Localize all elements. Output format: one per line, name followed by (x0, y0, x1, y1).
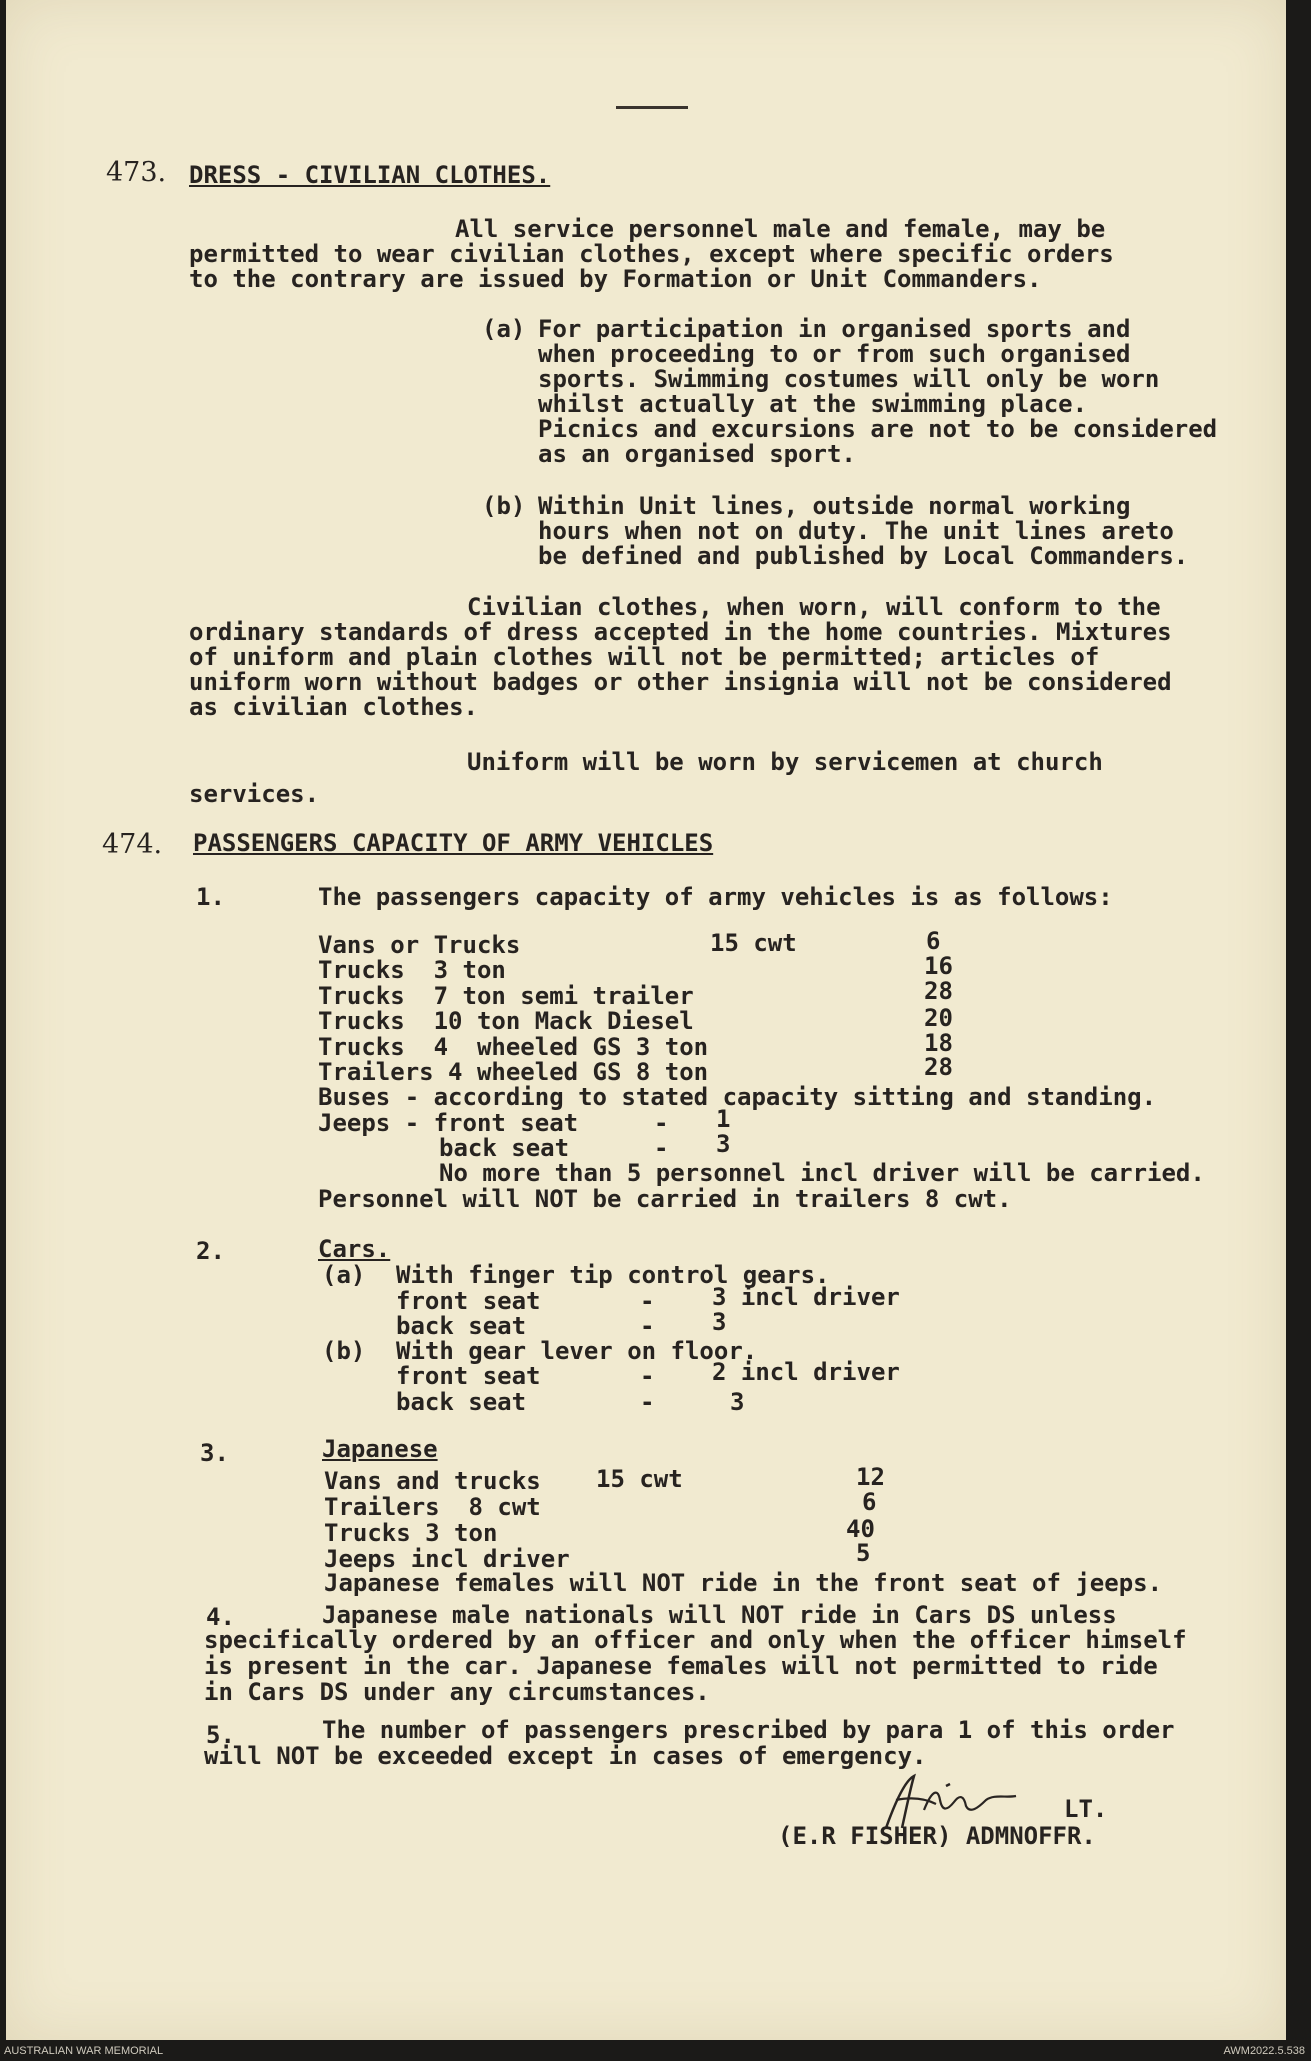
s473-p1-line-2: permitted to wear civilian clothes, except where specific orders (189, 240, 1114, 268)
vehicle-row-6-capacity: 28 (924, 1053, 953, 1081)
cars-b-text: With gear lever on floor. (396, 1337, 758, 1365)
item-4-line-3: is present in the car. Japanese females will not permitted to ride (204, 1652, 1158, 1680)
s473-p2-line-5: as civilian clothes. (189, 693, 478, 721)
japanese-row-1-capacity: 12 (856, 1463, 885, 1491)
section-473-title: DRESS - CIVILIAN CLOTHES. (189, 161, 551, 189)
item-2-title: Cars. (318, 1235, 391, 1263)
s473-p2-line-1: Civilian clothes, when worn, will conform to the (467, 593, 1161, 621)
jeeps-front-dash: - (654, 1109, 669, 1137)
s473-p2-line-2: ordinary standards of dress accepted in the home countries. Mixtures (189, 618, 1172, 646)
item-1-intro: The passengers capacity of army vehicles is as follows: (318, 883, 1113, 911)
cars-a-text: With finger tip control gears. (396, 1261, 830, 1289)
cars-b-back-label: back seat (396, 1388, 527, 1416)
japanese-row-2-capacity: 6 (862, 1488, 877, 1516)
item-5-line-1: The number of passengers prescribed by para 1 of this order (322, 1716, 1175, 1744)
vehicle-row-3-capacity: 28 (924, 977, 953, 1005)
s473-a-line-1: For participation in organised sports and (538, 315, 1131, 343)
cars-b-label: (b) (322, 1337, 366, 1365)
personnel-line: Personnel will NOT be carried in trailers 8 cwt. (318, 1185, 1012, 1213)
top-dash (616, 106, 688, 109)
item-1-number: 1. (196, 883, 225, 911)
item-3-number: 3. (200, 1439, 229, 1467)
s473-b-line-3: be defined and published by Local Commanders. (538, 542, 1189, 570)
cars-a-front-value: 3 incl driver (712, 1283, 900, 1311)
s473-a-line-6: as an organised sport. (538, 440, 856, 468)
item-3-title: Japanese (322, 1435, 438, 1463)
buses-line: Buses - according to stated capacity sitting and standing. (318, 1083, 1157, 1111)
s473-a-line-5: Picnics and excursions are not to be considered (538, 415, 1218, 443)
jeeps-front-label: Jeeps - front seat (318, 1109, 579, 1137)
cars-a-front-dash: - (640, 1287, 655, 1315)
vehicle-row-2-name: Trucks 3 ton (318, 956, 506, 984)
japanese-row-3-capacity: 40 (846, 1515, 875, 1543)
s473-b-line-1: Within Unit lines, outside normal working (538, 492, 1131, 520)
cars-a-back-label: back seat (396, 1312, 527, 1340)
jeeps-back-dash: - (654, 1134, 669, 1162)
section-473-number: 473. (106, 157, 167, 188)
vehicle-row-3-name: Trucks 7 ton semi trailer (318, 982, 694, 1010)
s473-a-label: (a) (482, 315, 526, 343)
vehicle-row-1-size: 15 cwt (710, 929, 797, 957)
japanese-row-3-name: Trucks 3 ton (324, 1519, 498, 1547)
cars-b-back-dash: - (640, 1388, 655, 1416)
s473-p1-line-3: to the contrary are issued by Formation or Unit Commanders. (189, 265, 1042, 293)
cars-b-front-dash: - (640, 1362, 655, 1390)
item-4-line-2: specifically ordered by an officer and only when the officer himself (204, 1626, 1187, 1654)
jeeps-front-value: 1 (716, 1105, 731, 1133)
section-474-title: PASSENGERS CAPACITY OF ARMY VEHICLES (193, 829, 714, 857)
vehicle-row-1-capacity: 6 (926, 927, 941, 955)
cars-a-label: (a) (322, 1261, 366, 1289)
signature-name: (E.R FISHER) ADMNOFFR. (778, 1822, 1096, 1850)
vehicle-row-5-capacity: 18 (924, 1029, 953, 1057)
vehicle-row-2-capacity: 16 (924, 952, 953, 980)
cars-a-front-label: front seat (396, 1287, 541, 1315)
s473-p3-line-1: Uniform will be worn by servicemen at church (467, 748, 1103, 776)
cars-b-front-value: 2 incl driver (712, 1358, 900, 1386)
japanese-row-1-size: 15 cwt (596, 1465, 683, 1493)
japanese-row-4-name: Jeeps incl driver (324, 1545, 570, 1573)
cars-a-back-value: 3 (712, 1308, 727, 1336)
cars-b-back-value: 3 (730, 1388, 745, 1416)
s473-a-line-4: whilst actually at the swimming place. (538, 390, 1088, 418)
s473-a-line-3: sports. Swimming costumes will only be worn (538, 365, 1160, 393)
vehicle-row-4-capacity: 20 (924, 1004, 953, 1032)
item-4-number: 4. (206, 1603, 235, 1631)
s473-p2-line-3: of uniform and plain clothes will not be permitted; articles of (189, 643, 1100, 671)
vehicle-row-4-name: Trucks 10 ton Mack Diesel (318, 1007, 694, 1035)
item-4-line-4: in Cars DS under any circumstances. (204, 1678, 710, 1706)
footer-accession-number: AWM2022.5.538 (1223, 2045, 1305, 2057)
japanese-row-1-name: Vans and trucks (324, 1467, 541, 1495)
item-4-line-1: Japanese male nationals will NOT ride in Cars DS unless (322, 1601, 1117, 1629)
japanese-row-4-capacity: 5 (856, 1539, 871, 1567)
vehicle-row-1-name: Vans or Trucks (318, 931, 521, 959)
signature-rank: LT. (1064, 1795, 1108, 1823)
cars-b-front-label: front seat (396, 1362, 541, 1390)
s473-b-line-2: hours when not on duty. The unit lines areto (538, 517, 1174, 545)
s473-p3-line-2: services. (189, 780, 320, 808)
document-page (6, 0, 1286, 2040)
s473-p1-line-1: All service personnel male and female, may be (455, 215, 1106, 243)
item-5-line-2: will NOT be exceeded except in cases of emergency. (204, 1742, 927, 1770)
s473-p2-line-4: uniform worn without badges or other insignia will not be considered (189, 668, 1172, 696)
footer-institution: AUSTRALIAN WAR MEMORIAL (4, 2045, 164, 2057)
vehicle-row-5-name: Trucks 4 wheeled GS 3 ton (318, 1033, 709, 1061)
item-2-number: 2. (196, 1237, 225, 1265)
s473-a-line-2: when proceeding to or from such organised (538, 340, 1131, 368)
section-474-number: 474. (102, 829, 163, 860)
jeeps-back-value: 3 (716, 1130, 731, 1158)
cars-a-back-dash: - (640, 1312, 655, 1340)
no-more-line: No more than 5 personnel incl driver will be carried. (439, 1159, 1205, 1187)
japanese-row-2-name: Trailers 8 cwt (324, 1493, 541, 1521)
jeeps-back-label: back seat (439, 1134, 570, 1162)
item-5-number: 5. (206, 1721, 235, 1749)
vehicle-row-6-name: Trailers 4 wheeled GS 8 ton (318, 1058, 709, 1086)
japanese-females-line: Japanese females will NOT ride in the front seat of jeeps. (324, 1569, 1163, 1597)
s473-b-label: (b) (482, 492, 526, 520)
